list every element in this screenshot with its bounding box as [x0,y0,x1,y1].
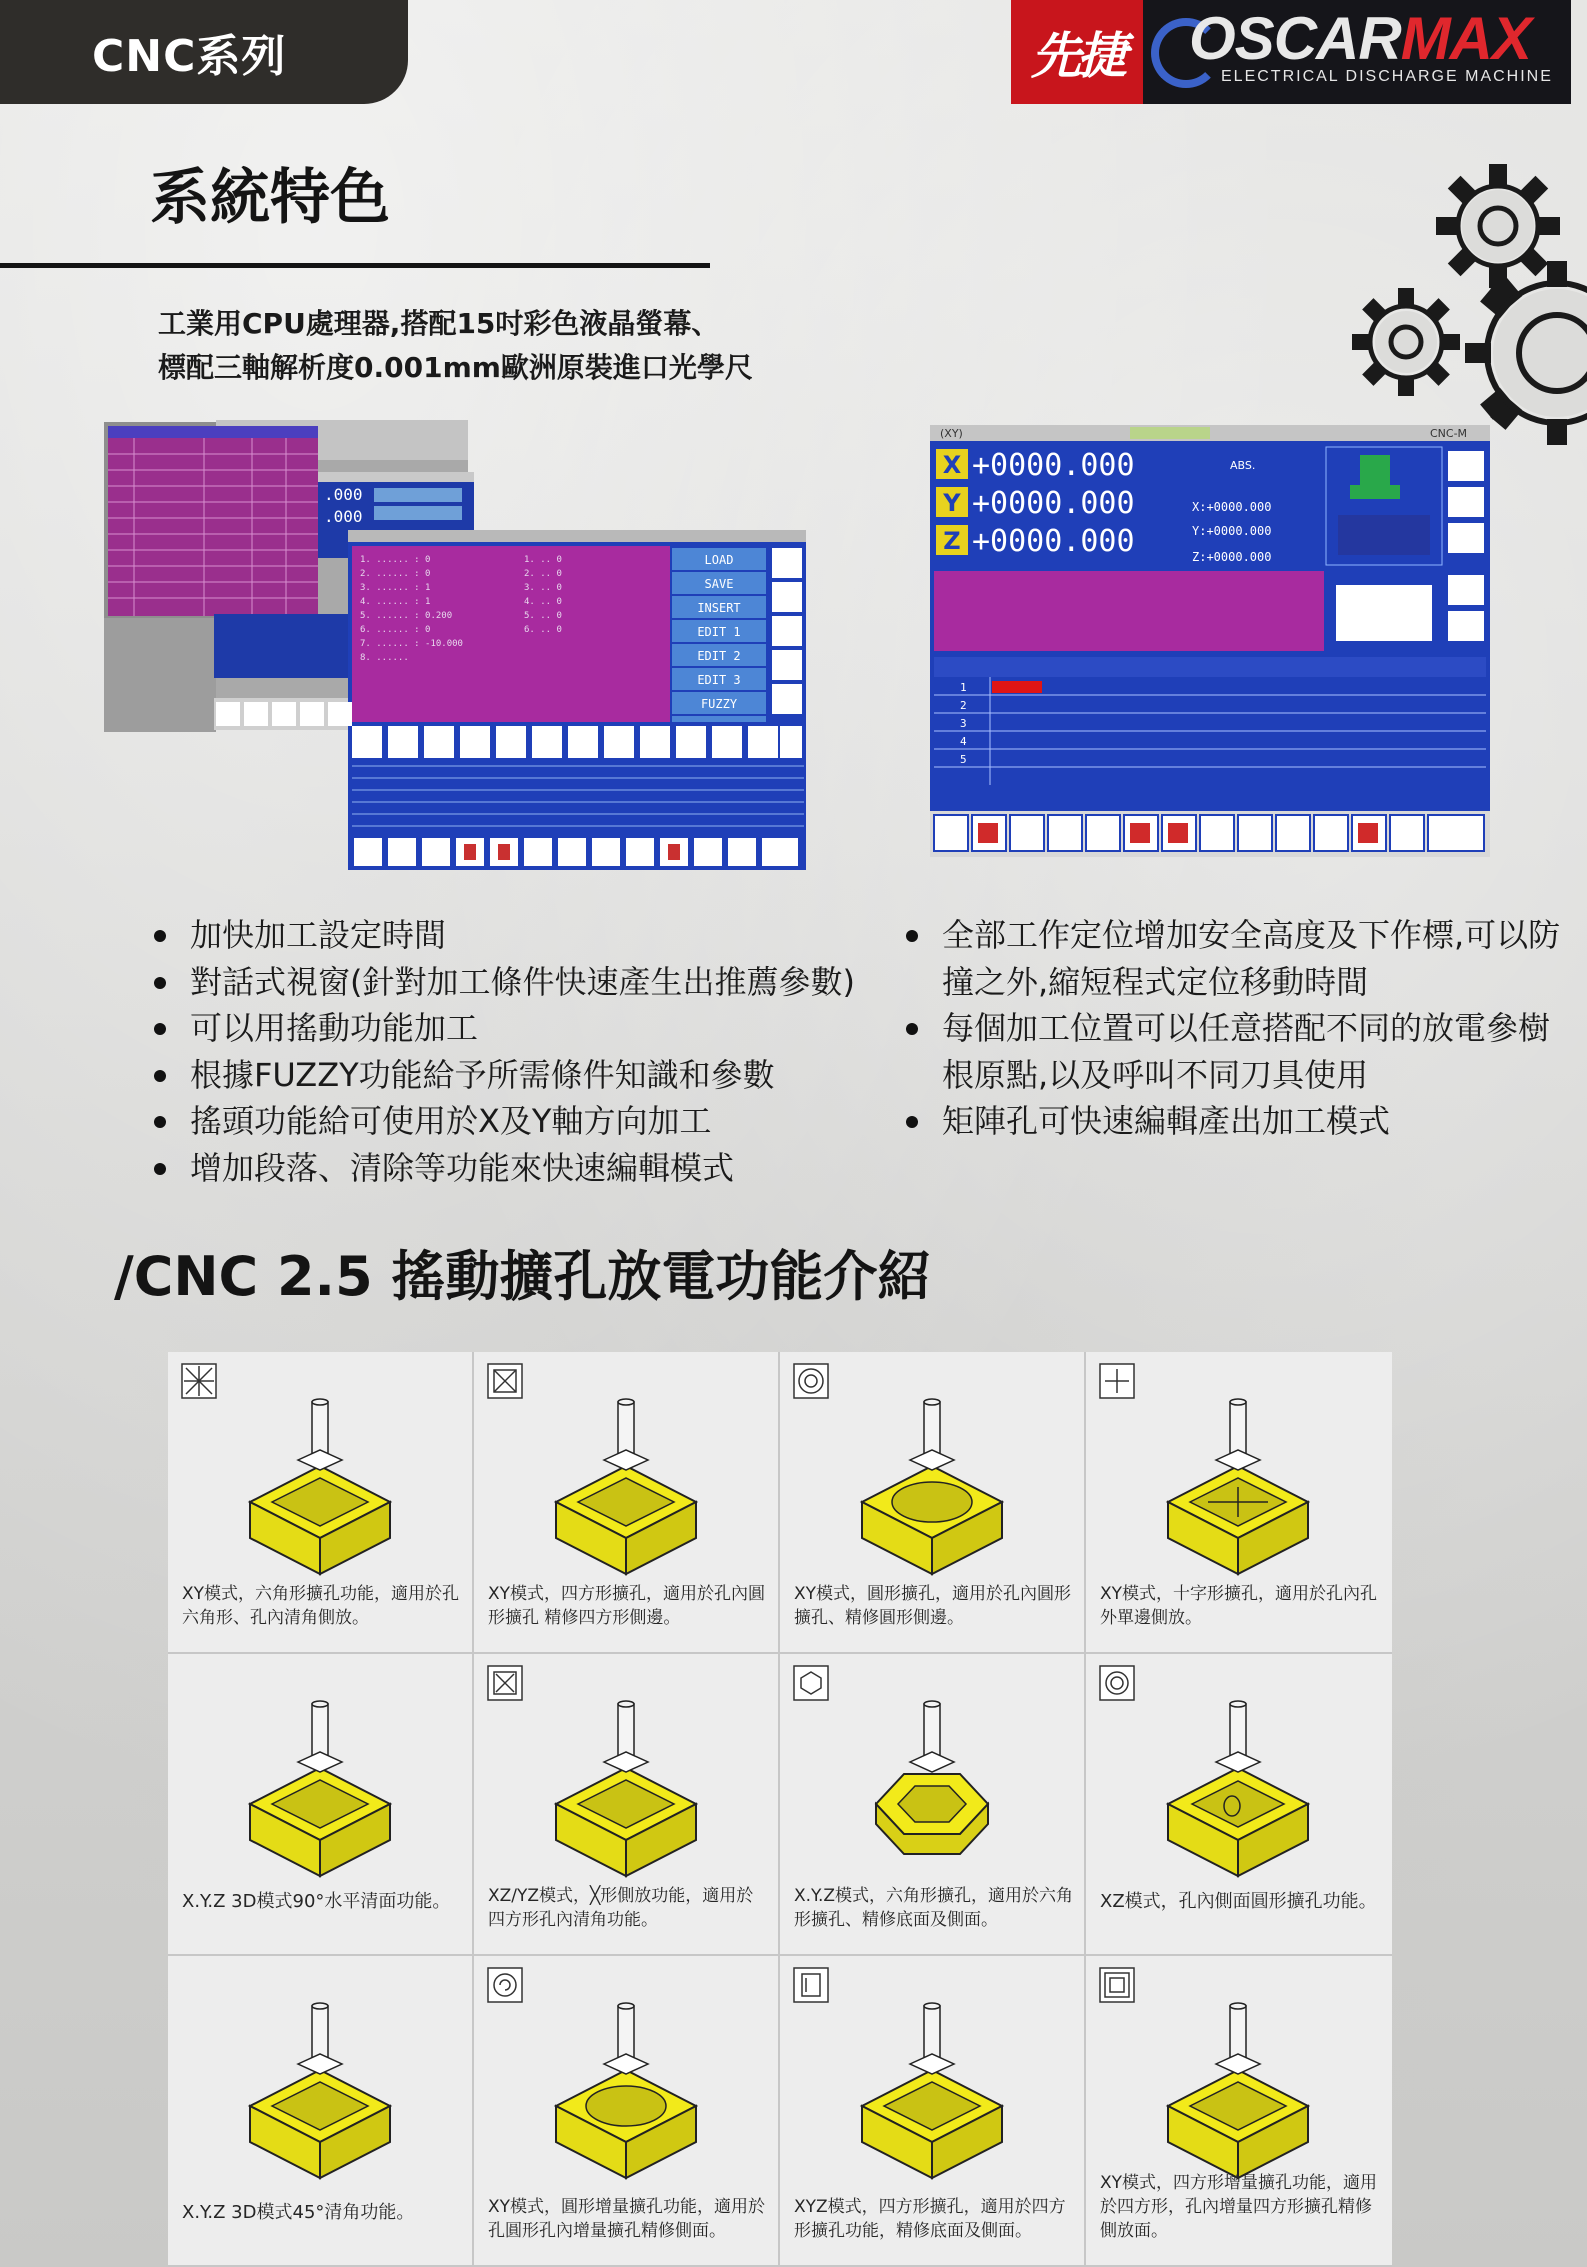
orbit-caption: XY模式，四方形擴孔，適用於孔內圓形擴孔 精修四方形側邊。 [488,1584,766,1628]
axis-value: +0000.000 [972,486,1135,521]
workpiece-illustration [168,1956,473,2196]
logo-brand-block [1143,0,1571,104]
svg-text:Y:+0000.000: Y:+0000.000 [1192,524,1272,538]
list-item: 全部工作定位增加安全高度及下作標,可以防撞之外,縮短程式定位移動時間 [904,912,1564,1005]
svg-text:4. ...... : 1: 4. ...... : 1 [360,597,431,607]
menu-button-label: INSERT [697,601,741,615]
ring-icon [1100,1666,1134,1700]
gear-icon [1462,258,1587,448]
svg-text:Z:+0000.000: Z:+0000.000 [1192,550,1272,564]
svg-text:4: 4 [960,735,967,748]
orbit-cell [168,1654,474,1956]
circle-burst-icon [794,1364,828,1398]
workpiece-illustration [1086,1956,1391,2196]
svg-text:X:+0000.000: X:+0000.000 [1192,500,1272,514]
orbit-caption: XZ/YZ模式，╳形側放功能，適用於四方形孔內清角功能。 [488,1886,754,1930]
brand-logo [1011,0,1571,104]
orbit-caption: XY模式，圓形增量擴孔功能，適用於孔圓形孔內增量擴孔精修側面。 [488,2197,766,2241]
electrode-icon [910,1701,954,1772]
logo-cn-block [1011,0,1143,104]
workpiece [862,1466,1002,1574]
menu-button-label: SAVE [704,577,734,591]
electrode-icon [298,2003,342,2074]
orbit-caption: XY模式，四方形增量擴孔功能，適用於四方形，孔內增量四方形擴孔精修側放面。 [1100,2173,1378,2241]
intro-text [158,302,753,390]
orbit-cell [780,1956,1086,2267]
workpiece [1168,2070,1308,2178]
svg-text:5. ...... : 0.200: 5. ...... : 0.200 [360,611,453,621]
workpiece [250,1768,390,1876]
workpiece-illustration [474,1654,779,1894]
orbit-cell [1086,1654,1392,1956]
workpiece-illustration [780,1352,1085,1592]
list-item: 根據FUZZY功能給予所需條件知識和參數 [152,1052,912,1099]
workpiece-illustration [780,1956,1085,2196]
series-label: CNC系列 [92,31,287,82]
workpiece [876,1774,988,1854]
orbit-cell [168,1956,474,2267]
list-item: 每個加工位置可以任意搭配不同的放電參樹根原點,以及呼叫不同刀具使用 [904,1005,1564,1098]
logo-brand-accent: MAX [1400,5,1532,72]
nested-square-icon [1100,1968,1134,2002]
svg-text:.000: .000 [324,485,363,504]
svg-text:6. ...... : 0: 6. ...... : 0 [360,625,431,635]
electrode-icon [298,1399,342,1470]
menu-button-label: FUZZY [700,697,738,711]
list-item: 增加段落、清除等功能來快速編輯模式 [152,1145,912,1192]
axis-letter: Y [943,489,961,517]
orbit-caption: XYZ模式，四方形擴孔，適用於四方形擴孔功能，精修底面及側面。 [794,2197,1066,2241]
orbit-cell [1086,1956,1392,2267]
svg-text:3. ...... : 1: 3. ...... : 1 [360,583,431,593]
svg-text:4. .. 0: 4. .. 0 [524,597,562,607]
orbit-caption: XZ模式，孔內側面圓形擴孔功能。 [1100,1891,1377,1912]
svg-text:7. ...... : -10.000: 7. ...... : -10.000 [360,639,463,649]
logo-cn-text: 先捷 [1031,26,1123,85]
menu-button-label: LOAD [704,553,734,567]
svg-text:3. .. 0: 3. .. 0 [524,583,562,593]
axis-letter: Z [943,527,961,555]
workpiece [862,2070,1002,2178]
list-item: 搖頭功能給可使用於X及Y軸方向加工 [152,1098,912,1145]
orbit-mode-grid [168,1352,1392,2267]
electrode-icon [604,1399,648,1470]
workpiece-illustration [168,1352,473,1592]
square-burst-icon [488,1364,522,1398]
axis-value: +0000.000 [972,448,1135,483]
svg-text:1. .. 0: 1. .. 0 [524,555,562,565]
svg-text:1. ...... : 0: 1. ...... : 0 [360,555,431,565]
workpiece-illustration [474,1352,779,1592]
orbit-heading: /CNC 2.5 搖動擴孔放電功能介紹 [114,1245,932,1308]
electrode-icon [910,1399,954,1470]
workpiece-illustration [474,1956,779,2196]
orbit-cell [780,1654,1086,1956]
list-item: 加快加工設定時間 [152,912,912,959]
svg-text:8. ......: 8. ...... [360,653,409,663]
star-burst-icon [182,1364,216,1398]
electrode-icon [1216,1701,1260,1772]
logo-brand-text [1189,4,1531,73]
svg-text:2: 2 [960,699,967,712]
electrode-icon [604,2003,648,2074]
svg-text:5. .. 0: 5. .. 0 [524,611,562,621]
orbit-caption: X.Y.Z 3D模式90°水平清面功能。 [182,1891,451,1912]
axis-letter: X [942,451,962,479]
orbit-cell [474,1654,780,1956]
workpiece [556,1466,696,1574]
hexagon-icon [794,1666,828,1700]
orbit-cell [168,1352,474,1654]
orbit-cell [474,1352,780,1654]
workpiece-illustration [168,1654,473,1894]
orbit-caption: XY模式，圓形擴孔，適用於孔內圓形擴孔、精修圓形側邊。 [794,1584,1072,1628]
abs-label: ABS. [1230,459,1256,472]
svg-text:1: 1 [960,681,967,694]
workpiece [556,1768,696,1876]
orbit-caption: X.Y.Z模式，六角形擴孔，適用於六角形擴孔、精修底面及側面。 [794,1886,1074,1930]
svg-text:.000: .000 [324,507,363,526]
screen-title-left: (XY) [940,427,963,440]
series-tab [0,0,408,104]
title-rule [0,263,710,268]
screen-title-right: CNC-M [1430,427,1468,440]
feature-list-right [904,912,1564,1145]
workpiece-illustration [1086,1654,1391,1894]
bracket-icon [794,1968,828,2002]
intro-line: 工業用CPU處理器,搭配15吋彩色液晶螢幕、 [158,307,720,340]
svg-text:3: 3 [960,717,967,730]
electrode-icon [298,1701,342,1772]
control-screenshot-left [104,418,808,874]
orbit-caption: XY模式，六角形擴孔功能，適用於孔六角形、孔內清角側放。 [182,1584,460,1628]
electrode-icon [1216,1399,1260,1470]
x-square-icon [488,1666,522,1700]
intro-line: 標配三軸解析度0.001mm歐洲原裝進口光學尺 [158,351,753,384]
control-screenshot-right [930,425,1490,857]
axis-value: +0000.000 [972,524,1135,559]
svg-text:5: 5 [960,753,967,766]
workpiece [250,1466,390,1574]
orbit-caption: X.Y.Z 3D模式45°清角功能。 [182,2202,415,2223]
list-item: 矩陣孔可快速編輯產出加工模式 [904,1098,1564,1145]
workpiece [250,2070,390,2178]
logo-brand-main: OSCAR [1189,5,1401,72]
workpiece [1168,1466,1308,1574]
section-title: 系統特色 [150,163,390,233]
menu-button-label: EDIT 2 [697,649,741,663]
electrode-icon [604,1701,648,1772]
electrode-icon [910,2003,954,2074]
orbit-caption: XY模式，十字形擴孔，適用於孔內孔外單邊側放。 [1100,1584,1378,1628]
orbit-cell [1086,1352,1392,1654]
gear-icon [1350,286,1462,398]
orbit-cell [474,1956,780,2267]
electrode-icon [1216,2003,1260,2074]
list-item: 對話式視窗(針對加工條件快速產生出推薦參數) [152,959,912,1006]
menu-button-label: EDIT 1 [697,625,741,639]
menu-button-label: EDIT 3 [697,673,741,687]
logo-subtitle: ELECTRICAL DISCHARGE MACHINE [1221,68,1553,85]
svg-text:6. .. 0: 6. .. 0 [524,625,562,635]
svg-text:2. ...... : 0: 2. ...... : 0 [360,569,431,579]
list-item: 可以用搖動功能加工 [152,1005,912,1052]
workpiece [556,2070,696,2178]
workpiece-illustration [780,1654,1085,1894]
orbit-cell [780,1352,1086,1654]
feature-list-left [152,912,912,1191]
svg-text:2. .. 0: 2. .. 0 [524,569,562,579]
workpiece-illustration [1086,1352,1391,1592]
spiral-icon [488,1968,522,2002]
cross-icon [1100,1364,1134,1398]
workpiece [1168,1768,1308,1876]
